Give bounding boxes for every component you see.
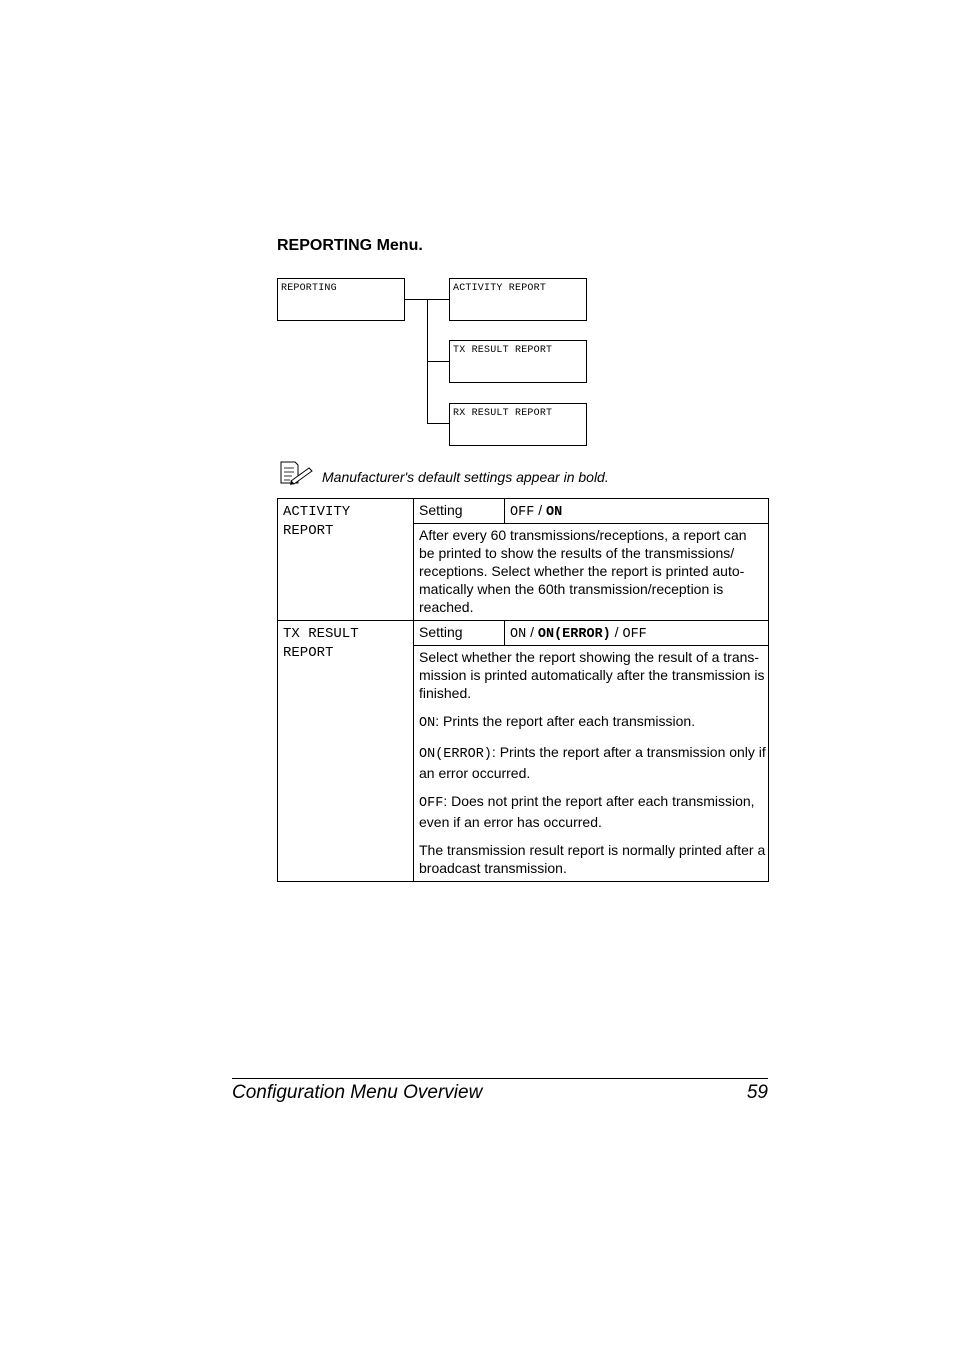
menu-box-label: ACTIVITY REPORT (453, 283, 547, 294)
option-code: ON (419, 716, 436, 731)
menu-box-rx-result-report (449, 403, 587, 446)
option-code: ON(ERROR) (419, 747, 492, 762)
option-description (419, 792, 766, 831)
option-description (419, 743, 766, 782)
connector-line (427, 361, 449, 362)
section-title: REPORTING Menu. (277, 237, 423, 254)
option-explanation: : Prints the report after each transmission. (435, 713, 696, 729)
settings-table (277, 498, 769, 882)
menu-item-name (278, 499, 414, 621)
menu-item-name-line: REPORT (283, 645, 334, 661)
option-separator: / (526, 624, 538, 640)
menu-item-name-line: ACTIVITY (283, 504, 351, 520)
menu-box-label: RX RESULT REPORT (453, 408, 553, 419)
menu-box-label: TX RESULT REPORT (453, 345, 553, 356)
menu-box-reporting (277, 278, 405, 321)
option-code: OFF (419, 796, 444, 811)
page-number: 59 (746, 1082, 768, 1103)
description-cell (414, 646, 769, 882)
connector-line (427, 423, 449, 424)
footer-title: Configuration Menu Overview (232, 1082, 483, 1103)
menu-box-tx-result-report (449, 340, 587, 383)
menu-item-name-line: REPORT (283, 523, 334, 539)
description-cell (414, 524, 769, 621)
table-row (278, 499, 769, 524)
footer-rule (232, 1078, 768, 1079)
option-off: OFF (622, 627, 647, 642)
setting-label: Setting (414, 499, 505, 524)
menu-box-activity-report (449, 278, 587, 321)
option-separator: / (534, 502, 546, 518)
note-pencil-icon (278, 460, 314, 486)
option-on-error-default: ON(ERROR) (537, 627, 611, 642)
menu-item-name-line: TX RESULT (283, 626, 359, 642)
option-on: ON (510, 627, 527, 642)
option-off: OFF (510, 505, 535, 520)
footnote-text: The transmission result report is normally printed after a broadcast transmission. (419, 842, 766, 876)
note-text: Manufacturer's default settings appear in bold. (322, 469, 609, 485)
setting-label: Setting (414, 621, 505, 646)
menu-item-name (278, 621, 414, 882)
table-row (278, 621, 769, 646)
description-text: After every 60 transmissions/receptions, a report can be printed to show the results of the transmissions/ receptions. Select whether the report is printed auto-matically when the 60th transmission/reception is reached. (419, 527, 747, 615)
option-description (419, 712, 766, 733)
option-separator: / (610, 624, 623, 640)
setting-options (505, 621, 769, 646)
option-explanation: : Does not print the report after each transmission, even if an error has occurred. (419, 793, 755, 830)
description-text: Select whether the report showing the result of a trans-mission is printed automatically after the transmission is finished. (419, 649, 765, 701)
menu-box-label: REPORTING (281, 283, 337, 294)
option-explanation: : Prints the report after a transmission only if an error occurred. (419, 744, 766, 781)
setting-options (505, 499, 769, 524)
option-on-default: ON (545, 505, 563, 520)
